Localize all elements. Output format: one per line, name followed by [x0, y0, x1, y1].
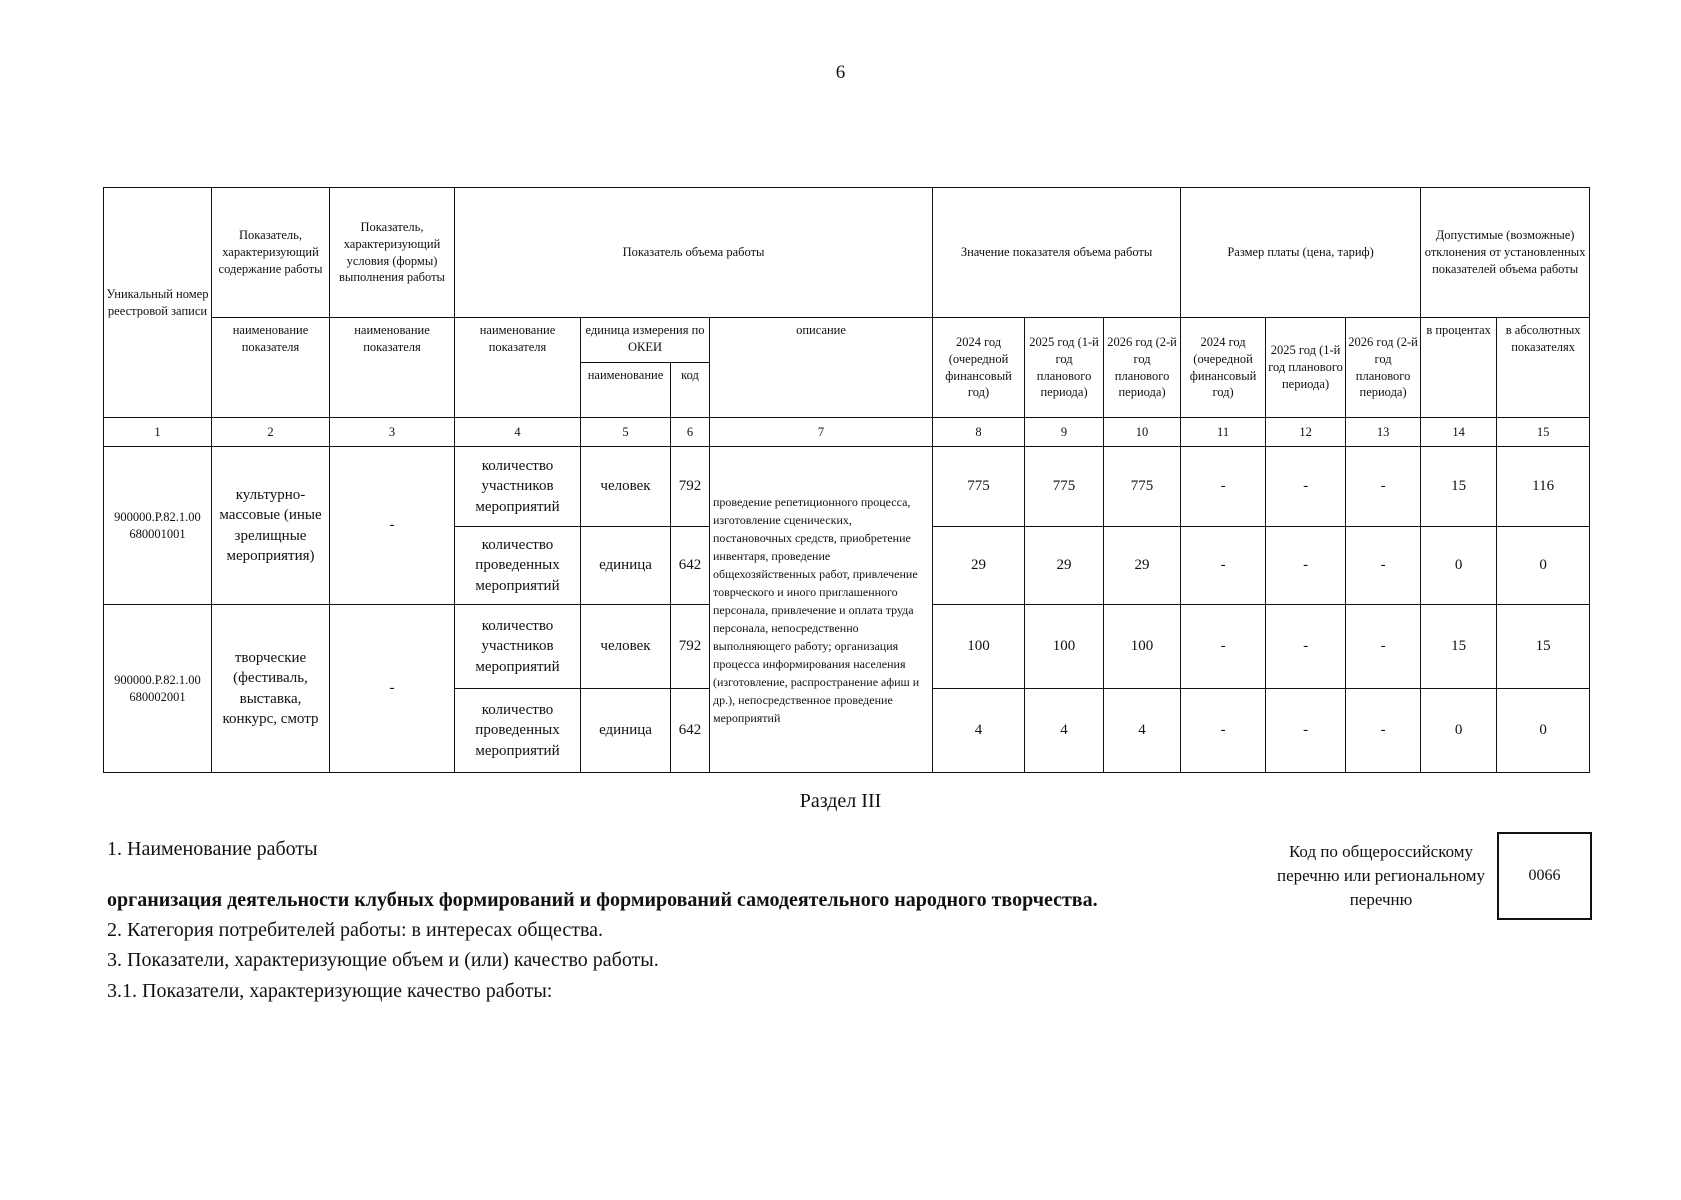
- header-2025-fee: 2025 год (1-й год планового периода): [1266, 318, 1346, 418]
- quality-line: 3.1. Показатели, характеризующие качество работы:: [107, 980, 553, 1002]
- volume-2026: 4: [1104, 689, 1181, 773]
- consumers-line: 2. Категория потребителей работы: в интересах общества.: [107, 919, 604, 941]
- column-number: 6: [671, 418, 710, 447]
- column-number: 8: [933, 418, 1025, 447]
- header-name-indicator-4: наименование показателя: [455, 318, 581, 418]
- unit-name: единица: [581, 527, 671, 605]
- indicator-name: количество участников мероприятий: [455, 447, 581, 527]
- fee-2025: -: [1266, 605, 1346, 689]
- indicator-name: количество проведенных мероприятий: [455, 527, 581, 605]
- header-name-indicator-2: наименование показателя: [212, 318, 330, 418]
- fee-2024: -: [1181, 689, 1266, 773]
- column-number: 7: [710, 418, 933, 447]
- header-description: описание: [710, 318, 933, 418]
- column-number: 11: [1181, 418, 1266, 447]
- page-number: 6: [835, 62, 846, 83]
- unit-code: 642: [671, 527, 710, 605]
- column-number: 1: [104, 418, 212, 447]
- unit-code: 792: [671, 605, 710, 689]
- deviation-absolute: 0: [1497, 689, 1590, 773]
- work-conditions: -: [330, 605, 455, 773]
- header-volume-value: Значение показателя объема работы: [933, 188, 1181, 318]
- deviation-percent: 0: [1421, 527, 1497, 605]
- column-number: 10: [1104, 418, 1181, 447]
- header-content-indicator: Показатель, характеризующий содержание работы: [212, 188, 330, 318]
- code-value-box: 0066: [1497, 832, 1592, 920]
- unit-name: человек: [581, 447, 671, 527]
- work-content: культурно-массовые (иные зрелищные мероприятия): [212, 447, 330, 605]
- volume-2025: 4: [1025, 689, 1104, 773]
- header-row-2: [104, 318, 1590, 363]
- fee-2025: -: [1266, 527, 1346, 605]
- volume-2026: 100: [1104, 605, 1181, 689]
- column-number: 12: [1266, 418, 1346, 447]
- header-name-indicator-3: наименование показателя: [330, 318, 455, 418]
- column-number: 4: [455, 418, 581, 447]
- fee-2025: -: [1266, 689, 1346, 773]
- volume-2024: 775: [933, 447, 1025, 527]
- code-label: Код по общероссийскому перечню или региональному перечню: [1277, 842, 1485, 909]
- deviation-percent: 15: [1421, 605, 1497, 689]
- deviation-absolute: 15: [1497, 605, 1590, 689]
- fee-2026: -: [1346, 527, 1421, 605]
- column-number: 14: [1421, 418, 1497, 447]
- volume-2025: 775: [1025, 447, 1104, 527]
- header-volume-indicator: Показатель объема работы: [455, 188, 933, 318]
- deviation-percent: 0: [1421, 689, 1497, 773]
- header-conditions-indicator: Показатель, характеризующий условия (формы) выполнения работы: [330, 188, 455, 318]
- unit-code: 792: [671, 447, 710, 527]
- header-2026-fee: 2026 год (2-й год планового периода): [1346, 318, 1421, 418]
- header-row-1: [104, 188, 1590, 318]
- header-fee-size: Размер платы (цена, тариф): [1181, 188, 1421, 318]
- volume-2024: 29: [933, 527, 1025, 605]
- fee-2026: -: [1346, 605, 1421, 689]
- header-2026-volume: 2026 год (2-й год планового периода): [1104, 318, 1181, 418]
- work-content: творческие (фестиваль, выставка, конкурс, смотр: [212, 605, 330, 773]
- volume-2025: 29: [1025, 527, 1104, 605]
- header-in-absolute: в абсолютных показателях: [1497, 318, 1590, 418]
- work-name: организация деятельности клубных формирований и формирований самодеятельного народного творчества.: [107, 889, 1098, 911]
- indicators-line: 3. Показатели, характеризующие объем и (или) качество работы.: [107, 949, 659, 971]
- header-deviations: Допустимые (возможные) отклонения от установленных показателей объема работы: [1421, 188, 1590, 318]
- header-2024-fee: 2024 год (очередной финансовый год): [1181, 318, 1266, 418]
- indicator-name: количество участников мероприятий: [455, 605, 581, 689]
- unit-code: 642: [671, 689, 710, 773]
- column-number-row: [104, 418, 1590, 447]
- unit-name: единица: [581, 689, 671, 773]
- header-unique-number: Уникальный номер реестровой записи: [104, 188, 212, 418]
- fee-2024: -: [1181, 447, 1266, 527]
- column-number: 3: [330, 418, 455, 447]
- fee-2024: -: [1181, 605, 1266, 689]
- section-title: Раздел III: [799, 790, 882, 812]
- registry-number: 900000.Р.82.1.00 680001001: [104, 447, 212, 605]
- work-description: проведение репетиционного процесса, изготовление сценических, постановочных средств, приобретение инвентаря, проведение общехозяйственных работ, привлечение товрческого и иного приглашенного персонала, привлечение и оплата труда персонала, непосредственно выполняющего работу; организация процесса информирования населения (изготовление, распространение афиш и др.), непосредственное проведение мероприятий: [710, 447, 933, 773]
- header-2024-volume: 2024 год (очередной финансовый год): [933, 318, 1025, 418]
- work-volume-table: [103, 187, 1590, 773]
- volume-2024: 4: [933, 689, 1025, 773]
- header-unit-code: код: [671, 363, 710, 418]
- volume-2026: 775: [1104, 447, 1181, 527]
- fee-2026: -: [1346, 447, 1421, 527]
- header-in-percent: в процентах: [1421, 318, 1497, 418]
- column-number: 13: [1346, 418, 1421, 447]
- volume-2024: 100: [933, 605, 1025, 689]
- fee-2025: -: [1266, 447, 1346, 527]
- deviation-absolute: 116: [1497, 447, 1590, 527]
- header-2025-volume: 2025 год (1-й год планового периода): [1025, 318, 1104, 418]
- deviation-absolute: 0: [1497, 527, 1590, 605]
- work-conditions: -: [330, 447, 455, 605]
- column-number: 15: [1497, 418, 1590, 447]
- header-unit-okei: единица измерения по ОКЕИ: [581, 318, 710, 363]
- column-number: 5: [581, 418, 671, 447]
- table-row: [104, 447, 1590, 527]
- column-number: 9: [1025, 418, 1104, 447]
- header-unit-name: наименование: [581, 363, 671, 418]
- deviation-percent: 15: [1421, 447, 1497, 527]
- unit-name: человек: [581, 605, 671, 689]
- volume-2025: 100: [1025, 605, 1104, 689]
- fee-2026: -: [1346, 689, 1421, 773]
- indicator-name: количество проведенных мероприятий: [455, 689, 581, 773]
- column-number: 2: [212, 418, 330, 447]
- volume-2026: 29: [1104, 527, 1181, 605]
- work-name-label: 1. Наименование работы: [107, 838, 318, 860]
- fee-2024: -: [1181, 527, 1266, 605]
- registry-number: 900000.Р.82.1.00 680002001: [104, 605, 212, 773]
